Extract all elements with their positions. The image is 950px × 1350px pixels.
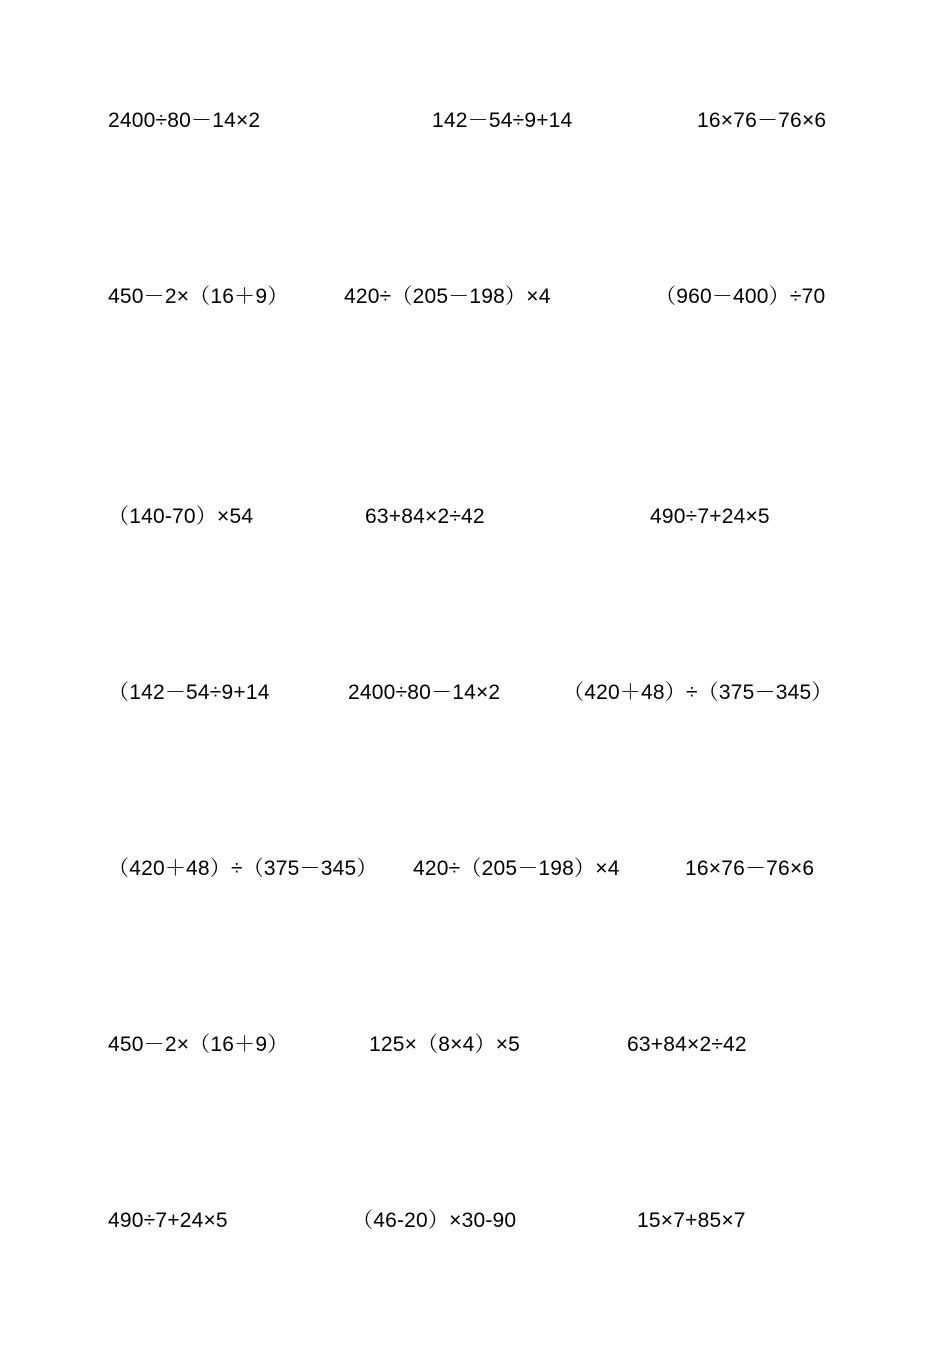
problem-7-1: 490÷7+24×5 (108, 1209, 228, 1232)
problem-6-2: 125×（8×4）×5 (369, 1033, 521, 1056)
problem-2-1: 450－2×（16＋9） (108, 285, 289, 308)
problem-7-2: （46-20）×30-90 (352, 1209, 517, 1232)
problem-4-3: （420＋48）÷（375－345） (563, 681, 833, 704)
problem-2-2: 420÷（205－198）×4 (344, 285, 551, 308)
problem-4-1: （142－54÷9+14 (108, 681, 270, 704)
problem-3-2: 63+84×2÷42 (365, 505, 485, 528)
problem-3-1: （140-70）×54 (108, 505, 254, 528)
problem-4-2: 2400÷80－14×2 (348, 681, 501, 704)
problem-2-3: （960－400）÷70 (655, 285, 826, 308)
problem-6-1: 450－2×（16＋9） (108, 1033, 289, 1056)
problem-5-1: （420＋48）÷（375－345） (108, 857, 378, 880)
problem-5-2: 420÷（205－198）×4 (413, 857, 620, 880)
problem-1-1: 2400÷80－14×2 (108, 109, 261, 132)
problem-1-3: 16×76－76×6 (697, 109, 827, 132)
problem-6-3: 63+84×2÷42 (627, 1033, 747, 1056)
problem-1-2: 142－54÷9+14 (432, 109, 573, 132)
problem-7-3: 15×7+85×7 (637, 1209, 746, 1232)
problem-3-3: 490÷7+24×5 (650, 505, 770, 528)
problem-5-3: 16×76－76×6 (685, 857, 815, 880)
